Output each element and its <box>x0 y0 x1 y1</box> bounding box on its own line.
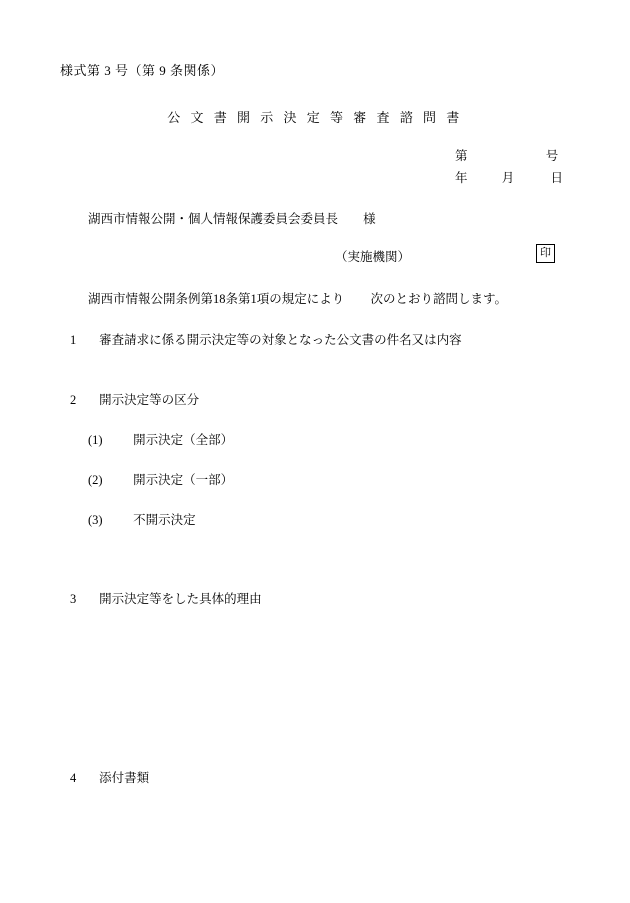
addressee <box>88 209 376 227</box>
date-year-label: 年 <box>455 171 468 185</box>
item-1 <box>70 330 462 348</box>
sub-item-1-label: 開示決定（全部） <box>133 433 234 447</box>
lead-text-after: 次のとおり諮問します。 <box>370 292 508 306</box>
addressee-honorific: 様 <box>363 212 376 226</box>
sub-item-2-label: 開示決定（一部） <box>133 473 234 487</box>
seal-icon: 印 <box>536 244 555 263</box>
sub-item-1 <box>88 430 233 448</box>
agency-label: （実施機関） <box>335 250 411 264</box>
document-number-label: 第 <box>455 149 468 163</box>
document-date-row <box>455 168 563 190</box>
item-4-label: 添付書類 <box>99 771 150 785</box>
sub-item-3 <box>88 510 196 528</box>
form-number: 様式第 3 号（第 9 条関係） <box>60 63 225 78</box>
sub-item-2 <box>88 470 233 488</box>
lead-paragraph <box>88 289 507 307</box>
sub-item-3-number: (3) <box>88 513 103 527</box>
item-3-number: 3 <box>70 592 77 606</box>
item-3-label: 開示決定等をした具体的理由 <box>99 592 262 606</box>
item-1-number: 1 <box>70 333 77 347</box>
item-2-label: 開示決定等の区分 <box>99 393 200 407</box>
item-2-number: 2 <box>70 393 77 407</box>
page-title: 公 文 書 開 示 決 定 等 審 査 諮 問 書 <box>167 110 463 125</box>
addressee-name: 湖西市情報公開・個人情報保護委員会委員長 <box>88 212 339 226</box>
date-day-label: 日 <box>550 171 564 185</box>
sub-item-2-number: (2) <box>88 473 103 487</box>
item-4-number: 4 <box>70 771 77 785</box>
item-3 <box>70 589 262 607</box>
item-2 <box>70 390 199 408</box>
item-1-label: 審査請求に係る開示決定等の対象となった公文書の件名又は内容 <box>99 333 462 347</box>
document-number-unit: 号 <box>545 149 559 163</box>
item-4 <box>70 768 149 786</box>
date-month-label: 月 <box>501 171 515 185</box>
document-meta-block <box>455 146 563 190</box>
sub-item-1-number: (1) <box>88 433 103 447</box>
document-number-row <box>455 146 563 168</box>
sub-item-3-label: 不開示決定 <box>133 513 196 527</box>
lead-text-before: 湖西市情報公開条例第18条第1項の規定により <box>88 292 345 306</box>
